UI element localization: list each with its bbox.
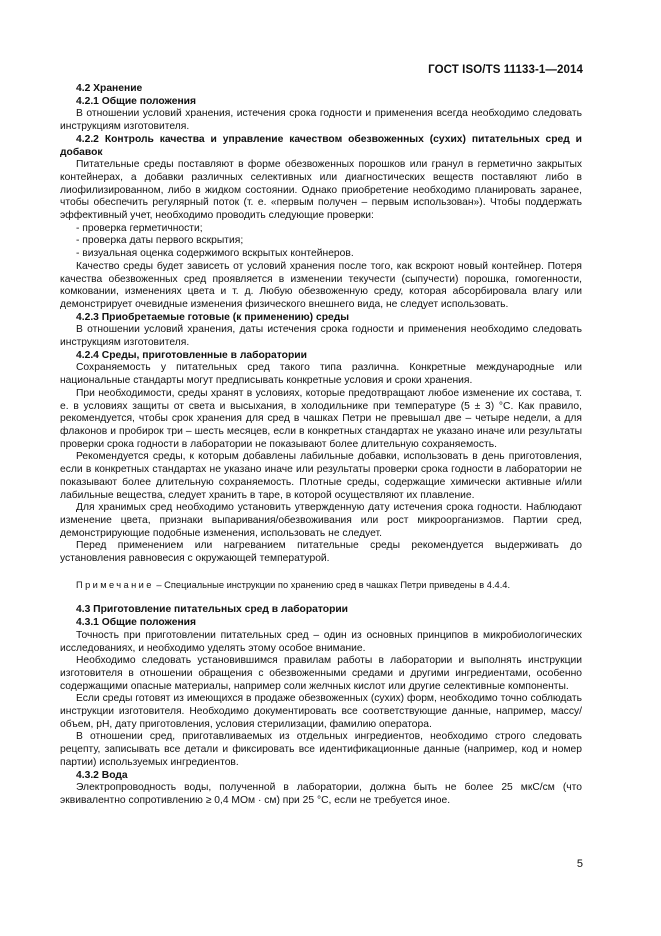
section-heading: 4.2 Хранение	[76, 83, 143, 94]
paragraph: Питательные среды поставляют в форме обезвоженных порошков или гранул в герметично закрытых контейнерах, а добавки различных селективных или диагностических веществ поставляют либо в лиофилизированном, либо в жидком состоянии. Однако приобретение необходимо планировать заранее, чтобы обеспечить регулярный поток (т. е. «первым получен – первым использован»). Чтобы поддержать эффективный учет, необходимо проводить следующие проверки:	[60, 159, 582, 222]
paragraph: Точность при приготовлении питательных сред – один из основных принципов в микробиологических исследованиях, и необходимо уделять этому особое внимание.	[60, 629, 582, 654]
paragraph: - визуальная оценка содержимого вскрытых контейнеров.	[76, 248, 354, 260]
document-code: ГОСТ ISO/TS 11133-1—2014	[428, 64, 583, 76]
paragraph: В отношении сред, приготавливаемых из отдельных ингредиентов, необходимо строго следовать рецепту, записывать все детали и фиксировать все идентификационные данные (например, код и номер партии) используемых ингредиентов.	[60, 731, 582, 768]
paragraph: Перед применением или нагреванием питательные среды рекомендуется выдерживать до установления равновесия с окружающей температурой.	[60, 540, 582, 565]
document-body	[60, 83, 582, 808]
paragraph: В отношении условий хранения, даты истечения срока годности и применения необходимо следовать инструкциям изготовителя.	[60, 324, 582, 349]
section-heading: 4.2.2 Контроль качества и управление качеством обезвоженных (сухих) питательных сред и добавок	[60, 133, 582, 158]
paragraph: При необходимости, среды хранят в условиях, которые предотвращают любое изменение их состава, т. е. в условиях защиты от света и высыхания, в холодильнике при температуре (5 ± 3) °С. Как правило, рекомендуется, чтобы срок хранения для сред в чашках Петри не превышал две – четыре недели, а для флаконов и пробирок три – шесть месяцев, если в конкретных стандартах не указано иначе или результаты проверки срока годности в лаборатории не показывают более длительную сохраняемость.	[60, 387, 582, 450]
section-heading: 4.2.4 Среды, приготовленные в лаборатории	[76, 349, 307, 361]
section-heading: 4.3.1 Общие положения	[76, 617, 196, 629]
paragraph: Если среды готовят из имеющихся в продаже обезвоженных (сухих) форм, необходимо точно соблюдать инструкции изготовителя. Необходимо документировать все соответствующие данные, например, массу/объем, pH, дату приготовления, условия стерилизации, фамилию оператора.	[60, 693, 582, 730]
section-heading: 4.3 Приготовление питательных сред в лаборатории	[76, 604, 349, 616]
paragraph: - проверка герметичности;	[76, 222, 203, 234]
paragraph: - проверка даты первого вскрытия;	[76, 235, 244, 247]
note-text: – Специальные инструкции по хранению сред в чашках Петри приведены в 4.4.4.	[153, 579, 511, 590]
page-number: 5	[576, 858, 583, 870]
paragraph: Рекомендуется среды, к которым добавлены лабильные добавки, использовать в день приготовления, если в конкретных стандартах не указано иначе или результаты проверки срока годности в лаборатории не показывают более длительную сохраняемость. Плотные среды, содержащие химически активные и/или лабильные вещества, следует хранить в таре, в которой осуществляют их плавление.	[60, 451, 582, 501]
section-heading: 4.2.1 Общие положения	[76, 95, 196, 107]
paragraph: Для хранимых сред необходимо установить утвержденную дату истечения срока годности. Наблюдают изменение цвета, признаки выпаривания/обезвоживания или рост микроорганизмов. Партии сред, демонстрирующие подобные изменения, использовать не следует.	[60, 502, 582, 539]
section-heading: 4.2.3 Приобретаемые готовые (к применению) среды	[76, 311, 350, 323]
paragraph: В отношении условий хранения, истечения срока годности и применения всегда необходимо следовать инструкциям изготовителя.	[60, 108, 582, 133]
note-label: Примечание	[76, 579, 154, 590]
paragraph: Электропроводность воды, полученной в лаборатории, должна быть не более 25 мкС/см (что эквивалентно сопротивлению ≥ 0,4 МОм · см) при 25 °С, если не требуется иное.	[60, 782, 582, 806]
paragraph: Качество среды будет зависеть от условий хранения после того, как вскроют новый контейнер. Потеря качества обезвоженных сред проявляется в изменении текучести (сыпучести) порошка, гомогенности, комковании, изменениях цвета и т. д. Любую обезвоженную среду, которая абсорбировала влагу или демонстрирует очевидные изменения физического внешнего вида, не следует использовать.	[60, 260, 582, 310]
paragraph: Сохраняемость у питательных сред такого типа различна. Конкретные международные или национальные стандарты могут предписывать конкретные условия и сроки хранения.	[60, 362, 582, 387]
section-heading: 4.3.2 Вода	[76, 769, 128, 781]
note	[60, 579, 582, 592]
paragraph: Необходимо следовать установившимся правилам работы в лаборатории и выполнять инструкции изготовителя в отношении обращения с обезвоженными средами и другими ингредиентами, особенно содержащими опасные материалы, например соли желчных кислот или другие селективные компоненты.	[60, 655, 582, 692]
